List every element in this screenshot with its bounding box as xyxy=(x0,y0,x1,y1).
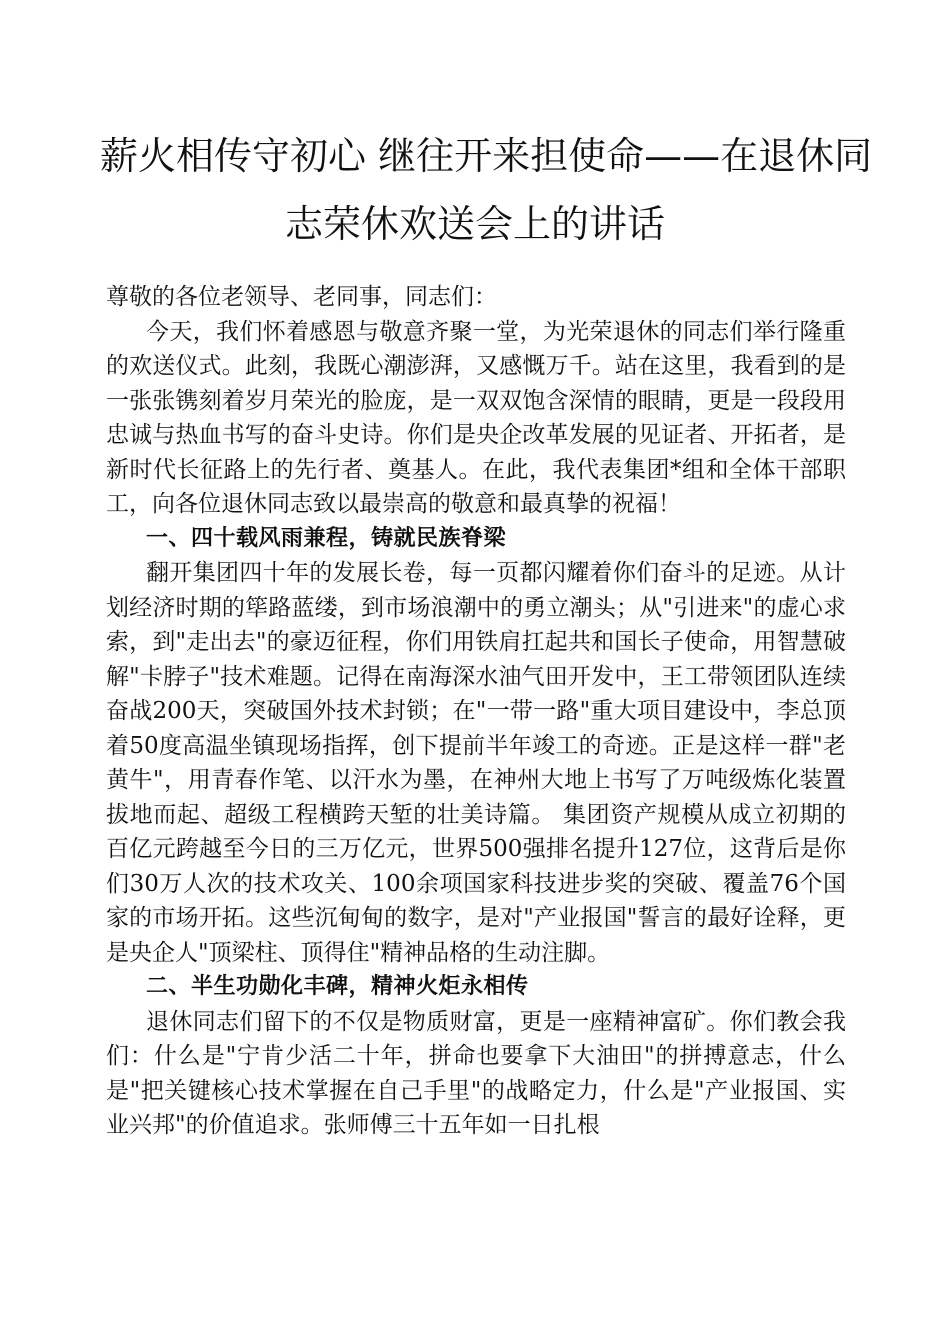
section-1-heading: 一、四十载风雨兼程，铸就民族脊梁 xyxy=(146,525,507,551)
intro-paragraph: 今天，我们怀着感恩与敬意齐聚一堂，为光荣退休的同志们举行隆重的欢送仪式。此刻，我既心潮澎湃，又感慨万千。站在这里，我看到的是一张张镌刻着岁月荣光的脸庞，是一双双饱含深情的眼睛，更是一段段用忠诚与热血书写的奋斗史诗。你们是央企改革发展的见证者、开拓者，是新时代长征路上的先行者、奠基人。在此，我代表集团*组和全体干部职工，向各位退休同志致以最崇高的敬意和最真挚的祝福！ xyxy=(106,318,846,517)
document-title-line-1: 薪火相传守初心 继往开来担使命——在退休同 xyxy=(100,134,873,178)
document-body xyxy=(106,280,846,1143)
document-title-line-2: 志荣休欢送会上的讲话 xyxy=(284,202,665,246)
section-2-heading: 二、半生功勋化丰碑，精神火炬永相传 xyxy=(146,974,529,999)
salutation: 尊敬的各位老领导、老同事，同志们： xyxy=(106,284,497,310)
section-2-paragraph: 退休同志们留下的不仅是物质财富，更是一座精神富矿。你们教会我们：什么是"宁肯少活二十年，拼命也要拿下大油田"的拼搏意志，什么是"把关键核心技术掌握在自己手里"的战略定力，什么是"产业报国、实业兴邦"的价值追求。张师傅三十五年如一日扎根 xyxy=(106,1008,846,1138)
section-1-paragraph: 翻开集团四十年的发展长卷，每一页都闪耀着你们奋斗的足迹。从计划经济时期的筚路蓝缕，到市场浪潮中的勇立潮头；从"引进来"的虚心求索，到"走出去"的豪迈征程，你们用铁肩扛起共和国长子使命，用智慧破解"卡脖子"技术难题。记得在南海深水油气田开发中，王工带领团队连续奋战200天，突破国外技术封锁；在"一带一路"重大项目建设中，李总顶着50度高温坐镇现场指挥，创下提前半年竣工的奇迹。正是这样一群"老黄牛"，用青春作笔、以汗水为墨，在神州大地上书写了万吨级炼化装置拔地而起、超级工程横跨天堑的壮美诗篇。 集团资产规模从成立初期的百亿元跨越至今日的三万亿元，世界500强排名提升127位，这背后是你们30万人次的技术攻关、100余项国家科技进步奖的突破、覆盖76个国家的市场开拓。这些沉甸甸的数字，是对"产业报国"誓言的最好诠释，更是央企人"顶梁柱、顶得住"精神品格的生动注脚。 xyxy=(106,560,846,966)
